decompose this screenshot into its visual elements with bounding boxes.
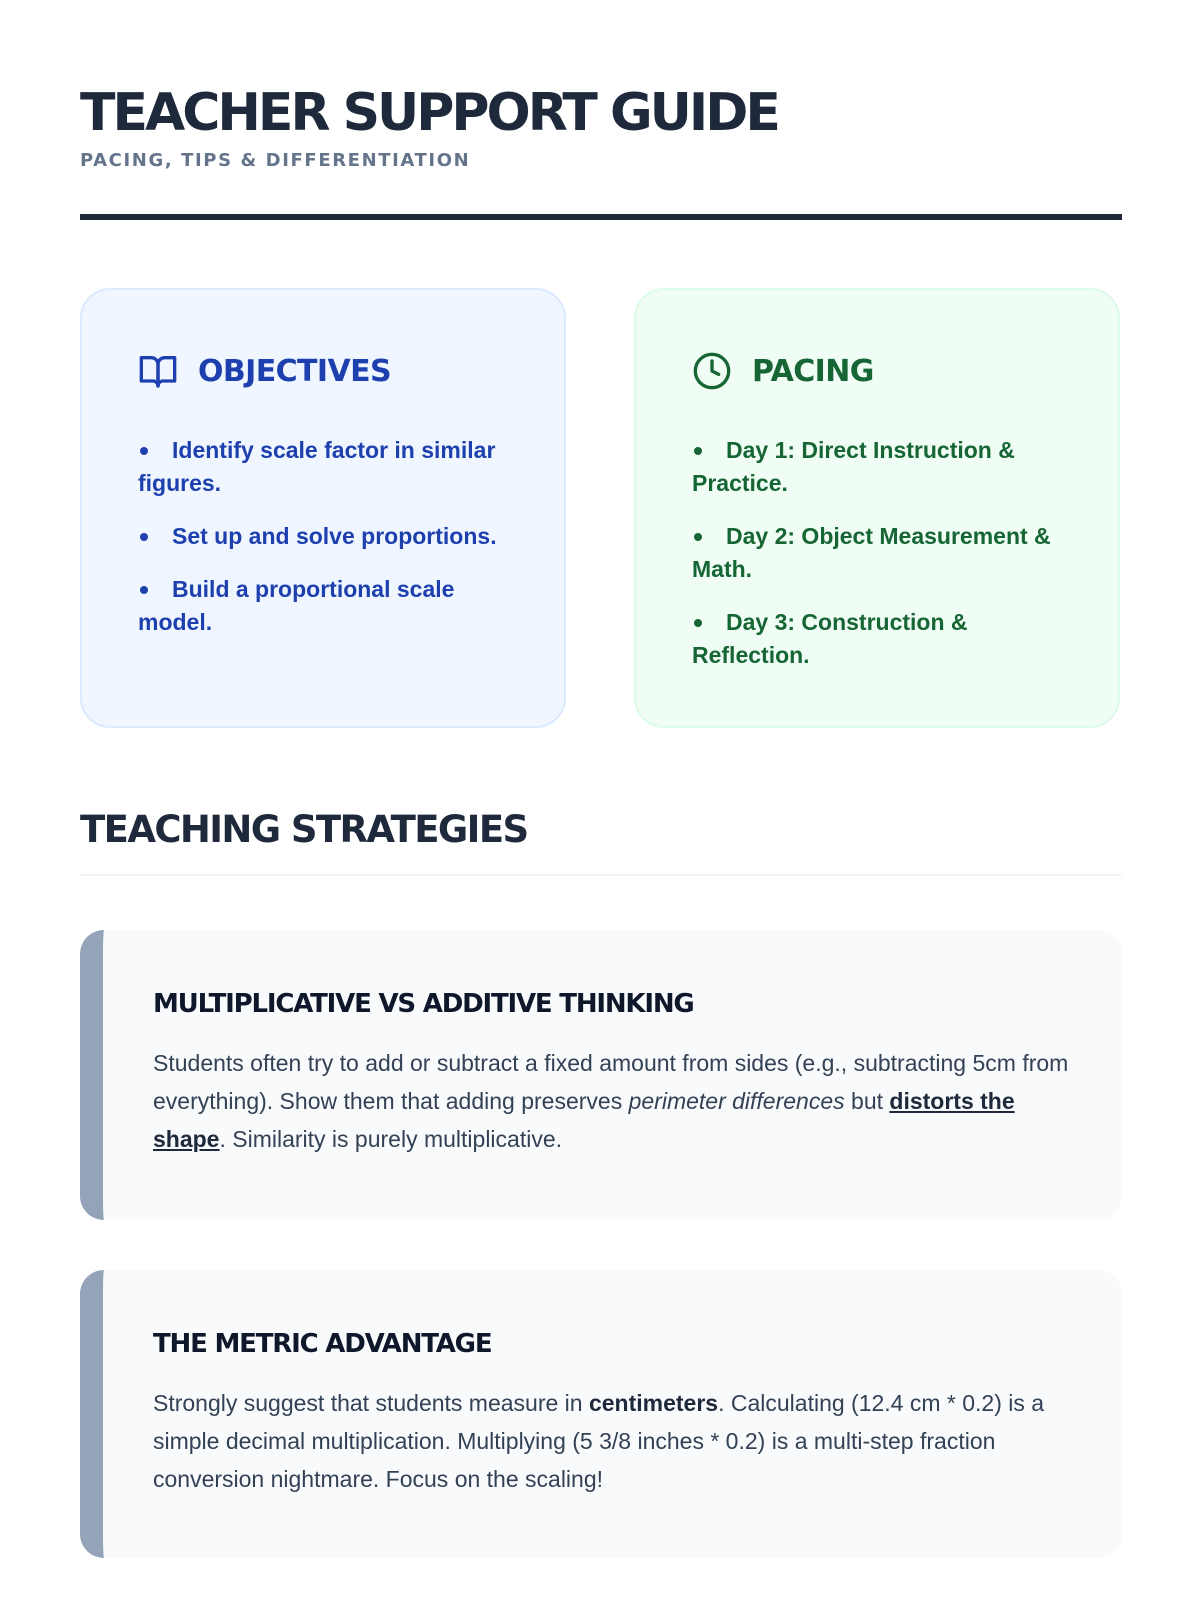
strategy-card — [80, 1270, 1122, 1558]
objective-item: Build a proportional scale model. — [138, 573, 508, 639]
objectives-list — [138, 434, 508, 639]
objective-item: Set up and solve proportions. — [138, 520, 508, 553]
strategy-title: MULTIPLICATIVE VS ADDITIVE THINKING — [153, 989, 694, 1019]
strategy-text: . Similarity is purely multiplicative. — [219, 1126, 563, 1152]
page-title: TEACHER SUPPORT GUIDE — [80, 83, 778, 143]
section-title: TEACHING STRATEGIES — [80, 808, 528, 851]
objectives-header — [138, 348, 508, 394]
page-subtitle: PACING, TIPS & DIFFERENTIATION — [80, 150, 471, 171]
pacing-item: Day 3: Construction & Reflection. — [692, 606, 1062, 672]
book-icon — [138, 351, 178, 391]
strategy-text: . Calculating (12.4 cm * 0.2) is a simple decimal multiplication. Multiplying (5 3/8 inches * 0.2) is a multi-step fraction conversion nightmare. Focus on the scaling! — [153, 1390, 1045, 1492]
strategy-strong: centimeters — [588, 1390, 719, 1416]
pacing-item: Day 2: Object Measurement & Math. — [692, 520, 1062, 586]
objectives-card — [80, 288, 566, 728]
pacing-list — [692, 434, 1062, 672]
strategy-card — [80, 930, 1122, 1220]
pacing-header — [692, 348, 1062, 394]
strategy-text: Strongly suggest that students measure in — [153, 1390, 589, 1416]
strategy-body — [153, 1384, 1072, 1498]
strategy-underline: distorts the shape — [153, 1088, 1015, 1152]
section-divider — [80, 874, 1122, 876]
strategy-text: Students often try to add or subtract a fixed amount from sides (e.g., subtracting 5cm from everything). Show them that adding preserves — [153, 1050, 1069, 1114]
objectives-title: OBJECTIVES — [198, 353, 391, 389]
title-divider — [80, 214, 1122, 220]
strategy-emphasis: perimeter differences — [628, 1088, 845, 1114]
pacing-item: Day 1: Direct Instruction & Practice. — [692, 434, 1062, 500]
objective-item: Identify scale factor in similar figures. — [138, 434, 508, 500]
strategy-text: but — [844, 1088, 890, 1114]
pacing-title: PACING — [752, 353, 874, 389]
pacing-card — [634, 288, 1120, 728]
strategy-body — [153, 1044, 1072, 1158]
clock-icon — [692, 351, 732, 391]
strategy-title: THE METRIC ADVANTAGE — [153, 1329, 492, 1359]
